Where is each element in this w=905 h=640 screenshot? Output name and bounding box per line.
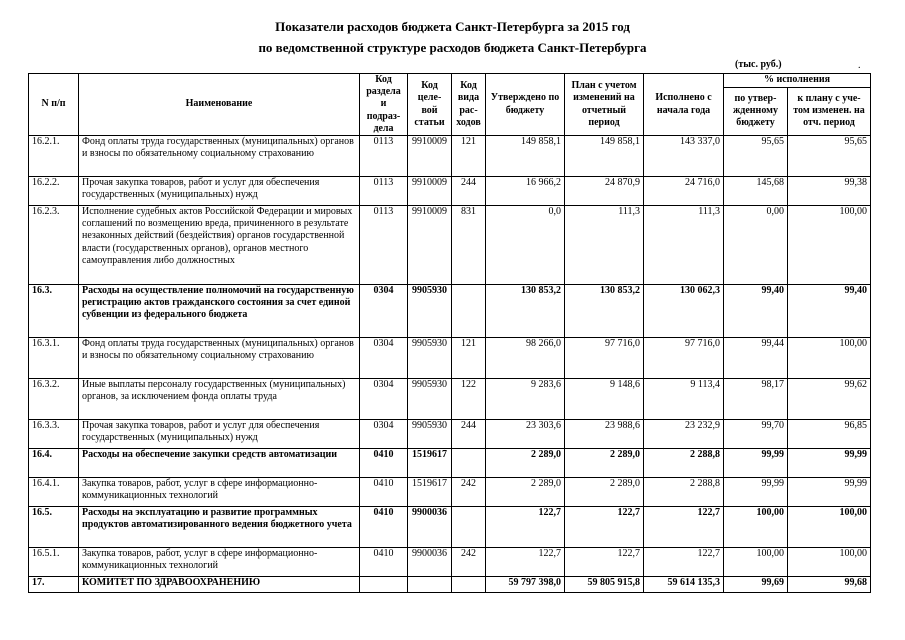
budget-table xyxy=(28,73,871,593)
row-number: 16.5. xyxy=(29,507,79,548)
row-razdel: 0410 xyxy=(360,449,408,478)
row-name: Расходы на эксплуатацию и развитие программных продуктов автоматизированного ведения бюджетного учета xyxy=(79,507,360,548)
row-isp: 97 716,0 xyxy=(644,338,724,379)
row-isp: 2 288,8 xyxy=(644,478,724,507)
row-razdel: 0304 xyxy=(360,338,408,379)
table-row xyxy=(29,285,871,338)
row-vid: 244 xyxy=(452,420,486,449)
row-name: Фонд оплаты труда государственных (муниципальных) органов и взносы по обязательному социальному страхованию xyxy=(79,136,360,177)
row-vid xyxy=(452,577,486,593)
row-pct-plan: 99,99 xyxy=(788,449,871,478)
row-number: 16.5.1. xyxy=(29,548,79,577)
row-pct-plan: 99,38 xyxy=(788,177,871,206)
row-isp: 23 232,9 xyxy=(644,420,724,449)
row-pct-utv: 98,17 xyxy=(724,379,788,420)
row-name: Закупка товаров, работ, услуг в сфере информационно-коммуникационных технологий xyxy=(79,548,360,577)
row-pct-plan: 100,00 xyxy=(788,338,871,379)
row-pct-plan: 100,00 xyxy=(788,548,871,577)
row-vid: 121 xyxy=(452,338,486,379)
row-isp: 122,7 xyxy=(644,507,724,548)
row-number: 16.2.1. xyxy=(29,136,79,177)
row-razdel xyxy=(360,577,408,593)
row-utv: 98 266,0 xyxy=(486,338,565,379)
table-row xyxy=(29,206,871,285)
table-row xyxy=(29,478,871,507)
row-number: 16.3. xyxy=(29,285,79,338)
header-utv: Утверждено по бюджету xyxy=(486,74,565,136)
row-plan: 59 805 915,8 xyxy=(565,577,644,593)
row-name: Фонд оплаты труда государственных (муниципальных) органов и взносы по обязательному социальному страхованию xyxy=(79,338,360,379)
row-utv: 130 853,2 xyxy=(486,285,565,338)
row-name: Расходы на осуществление полномочий на государственную регистрацию актов гражданского состояния за счет единой субвенции из федерального бюджета xyxy=(79,285,360,338)
row-plan: 23 988,6 xyxy=(565,420,644,449)
row-plan: 130 853,2 xyxy=(565,285,644,338)
row-name: Прочая закупка товаров, работ и услуг для обеспечения государственных (муниципальных) нужд xyxy=(79,420,360,449)
row-plan: 122,7 xyxy=(565,548,644,577)
row-pct-plan: 100,00 xyxy=(788,206,871,285)
row-number: 16.2.3. xyxy=(29,206,79,285)
row-statya: 1519617 xyxy=(408,478,452,507)
row-plan: 149 858,1 xyxy=(565,136,644,177)
row-vid: 831 xyxy=(452,206,486,285)
row-pct-plan: 95,65 xyxy=(788,136,871,177)
row-number: 16.4.1. xyxy=(29,478,79,507)
row-isp: 9 113,4 xyxy=(644,379,724,420)
table-row xyxy=(29,177,871,206)
row-utv: 16 966,2 xyxy=(486,177,565,206)
row-number: 16.3.1. xyxy=(29,338,79,379)
table-row xyxy=(29,507,871,548)
row-name: Исполнение судебных актов Российской Федерации и мировых соглашений по возмещению вреда, причиненного в результате незаконных действий (бездействия) органов государственной власти (государственных органов), органов местного самоуправления либо должностных xyxy=(79,206,360,285)
row-utv: 149 858,1 xyxy=(486,136,565,177)
row-vid xyxy=(452,449,486,478)
row-utv: 2 289,0 xyxy=(486,449,565,478)
stray-dot: . xyxy=(858,60,861,71)
row-number: 16.4. xyxy=(29,449,79,478)
header-vid: Код вида рас-ходов xyxy=(452,74,486,136)
units-label: (тыс. руб.) xyxy=(735,59,782,70)
row-isp: 122,7 xyxy=(644,548,724,577)
row-pct-utv: 99,44 xyxy=(724,338,788,379)
row-razdel: 0410 xyxy=(360,478,408,507)
row-number: 16.3.3. xyxy=(29,420,79,449)
row-pct-utv: 100,00 xyxy=(724,548,788,577)
row-vid: 242 xyxy=(452,478,486,507)
row-utv: 0,0 xyxy=(486,206,565,285)
row-plan: 2 289,0 xyxy=(565,478,644,507)
row-utv: 122,7 xyxy=(486,548,565,577)
table-row xyxy=(29,449,871,478)
row-vid: 244 xyxy=(452,177,486,206)
row-isp: 59 614 135,3 xyxy=(644,577,724,593)
row-pct-utv: 99,69 xyxy=(724,577,788,593)
row-utv: 23 303,6 xyxy=(486,420,565,449)
row-pct-plan: 99,62 xyxy=(788,379,871,420)
row-vid: 242 xyxy=(452,548,486,577)
row-utv: 59 797 398,0 xyxy=(486,577,565,593)
row-statya: 1519617 xyxy=(408,449,452,478)
row-vid xyxy=(452,285,486,338)
table-row xyxy=(29,577,871,593)
row-number: 17. xyxy=(29,577,79,593)
row-pct-plan: 100,00 xyxy=(788,507,871,548)
row-number: 16.2.2. xyxy=(29,177,79,206)
row-statya: 9910009 xyxy=(408,177,452,206)
header-razdel: Код раздела и подраз-дела xyxy=(360,74,408,136)
row-pct-plan: 99,40 xyxy=(788,285,871,338)
row-vid: 121 xyxy=(452,136,486,177)
row-statya: 9900036 xyxy=(408,507,452,548)
row-pct-utv: 99,99 xyxy=(724,478,788,507)
document-subtitle: по ведомственной структуре расходов бюджета Санкт-Петербурга xyxy=(258,40,647,55)
table-row xyxy=(29,136,871,177)
row-name: Расходы на обеспечение закупки средств автоматизации xyxy=(79,449,360,478)
row-pct-utv: 99,70 xyxy=(724,420,788,449)
row-pct-plan: 99,99 xyxy=(788,478,871,507)
table-body xyxy=(29,136,871,593)
row-statya: 9905930 xyxy=(408,379,452,420)
row-number: 16.3.2. xyxy=(29,379,79,420)
table-row xyxy=(29,379,871,420)
row-isp: 111,3 xyxy=(644,206,724,285)
header-npp: N п/п xyxy=(29,74,79,136)
header-isp: Исполнено с начала года xyxy=(644,74,724,136)
row-plan: 97 716,0 xyxy=(565,338,644,379)
row-pct-plan: 96,85 xyxy=(788,420,871,449)
row-name: Закупка товаров, работ, услуг в сфере информационно-коммуникационных технологий xyxy=(79,478,360,507)
row-razdel: 0113 xyxy=(360,136,408,177)
row-utv: 9 283,6 xyxy=(486,379,565,420)
header-pct-utv: по утвер-жденному бюджету xyxy=(724,87,788,135)
row-statya: 9905930 xyxy=(408,420,452,449)
row-isp: 2 288,8 xyxy=(644,449,724,478)
row-statya xyxy=(408,577,452,593)
row-isp: 143 337,0 xyxy=(644,136,724,177)
table-row xyxy=(29,420,871,449)
header-pct-plan: к плану с уче-том изменен. на отч. период xyxy=(788,87,871,135)
row-isp: 130 062,3 xyxy=(644,285,724,338)
row-statya: 9910009 xyxy=(408,206,452,285)
row-utv: 2 289,0 xyxy=(486,478,565,507)
row-statya: 9905930 xyxy=(408,285,452,338)
row-pct-utv: 99,40 xyxy=(724,285,788,338)
row-plan: 111,3 xyxy=(565,206,644,285)
header-plan: План с учетом изменений на отчетный период xyxy=(565,74,644,136)
row-vid xyxy=(452,507,486,548)
row-pct-utv: 99,99 xyxy=(724,449,788,478)
row-plan: 24 870,9 xyxy=(565,177,644,206)
row-plan: 9 148,6 xyxy=(565,379,644,420)
row-vid: 122 xyxy=(452,379,486,420)
row-razdel: 0113 xyxy=(360,177,408,206)
row-plan: 2 289,0 xyxy=(565,449,644,478)
row-name: Прочая закупка товаров, работ и услуг для обеспечения государственных (муниципальных) нужд xyxy=(79,177,360,206)
row-statya: 9905930 xyxy=(408,338,452,379)
header-name: Наименование xyxy=(79,74,360,136)
row-utv: 122,7 xyxy=(486,507,565,548)
row-razdel: 0304 xyxy=(360,285,408,338)
table-row xyxy=(29,338,871,379)
header-pct-group: % исполнения xyxy=(724,74,871,88)
row-plan: 122,7 xyxy=(565,507,644,548)
row-statya: 9900036 xyxy=(408,548,452,577)
row-razdel: 0304 xyxy=(360,420,408,449)
table-row xyxy=(29,548,871,577)
row-isp: 24 716,0 xyxy=(644,177,724,206)
row-pct-utv: 145,68 xyxy=(724,177,788,206)
row-name: КОМИТЕТ ПО ЗДРАВООХРАНЕНИЮ xyxy=(79,577,360,593)
row-pct-plan: 99,68 xyxy=(788,577,871,593)
row-pct-utv: 0,00 xyxy=(724,206,788,285)
row-razdel: 0304 xyxy=(360,379,408,420)
document-title: Показатели расходов бюджета Санкт-Петербурга за 2015 год xyxy=(275,19,630,34)
row-razdel: 0113 xyxy=(360,206,408,285)
row-pct-utv: 95,65 xyxy=(724,136,788,177)
row-statya: 9910009 xyxy=(408,136,452,177)
row-pct-utv: 100,00 xyxy=(724,507,788,548)
row-razdel: 0410 xyxy=(360,548,408,577)
row-razdel: 0410 xyxy=(360,507,408,548)
header-statya: Код целе-вой статьи xyxy=(408,74,452,136)
row-name: Иные выплаты персоналу государственных (муниципальных) органов, за исключением фонда оплаты труда xyxy=(79,379,360,420)
